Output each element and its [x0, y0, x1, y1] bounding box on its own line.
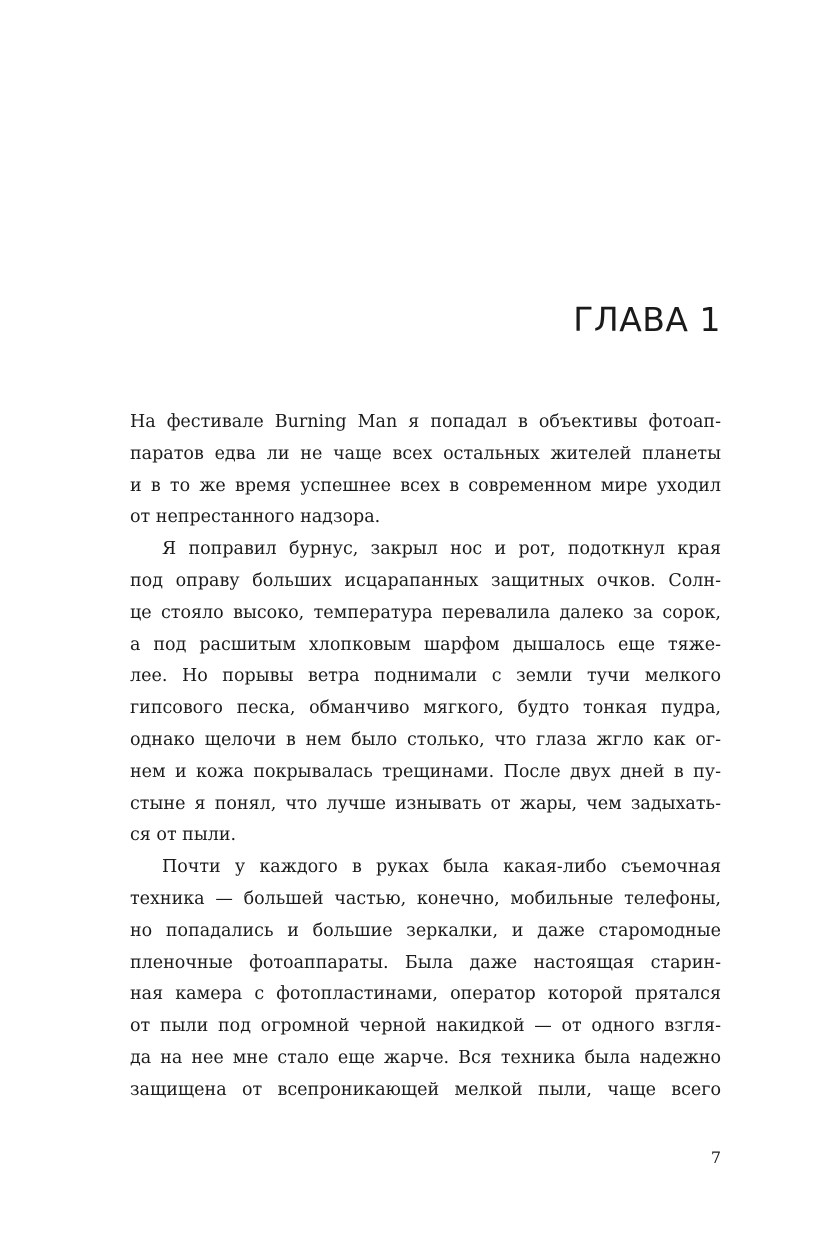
text-line: техника — большей частью, конечно, мобильные телефоны, [130, 888, 721, 909]
text-line: це стояло высоко, температура перевалила далеко за сорок, [130, 602, 721, 623]
paragraph-3 [130, 852, 721, 1106]
text-line: однако щелочи в нем было столько, что глаза жгло как ог- [130, 729, 721, 750]
text-line: ся от пыли. [130, 825, 237, 846]
text-line: от пыли под огромной черной накидкой — от одного взгля- [130, 1016, 721, 1037]
text-line: гипсового песка, обманчиво мягкого, будто тонкая пудра, [130, 698, 721, 719]
chapter-title: ГЛАВА 1 [573, 300, 721, 339]
text-line: стыне я понял, что лучше изнывать от жары, чем задыхать- [130, 793, 721, 814]
body-text [130, 407, 721, 1107]
text-line: да на нее мне стало еще жарче. Вся техника была надежно [130, 1047, 721, 1068]
text-line: лее. Но порывы ветра поднимали с земли тучи мелкого [130, 666, 721, 687]
text-line: и в то же время успешнее всех в современном мире уходил [130, 475, 721, 496]
text-line: под оправу больших исцарапанных защитных очков. Солн- [130, 570, 721, 591]
page-number: 7 [710, 1148, 721, 1167]
text-line: паратов едва ли не чаще всех остальных жителей планеты [130, 443, 721, 464]
paragraph-1 [130, 407, 721, 534]
text-line: ная камера с фотопластинами, оператор которой прятался [130, 984, 721, 1005]
text-line: от непрестанного надзора. [130, 507, 381, 528]
text-line: Я поправил бурнус, закрыл нос и рот, подоткнул края [162, 539, 721, 560]
paragraph-2 [130, 534, 721, 852]
text-line: а под расшитым хлопковым шарфом дышалось еще тяже- [130, 634, 721, 655]
text-line: Почти у каждого в руках была какая-либо съемочная [162, 857, 721, 878]
text-line: но попадались и большие зеркалки, и даже старомодные [130, 920, 721, 941]
text-line: нем и кожа покрывалась трещинами. После двух дней в пу- [130, 761, 721, 782]
text-line: На фестивале Burning Man я попадал в объективы фотоап- [130, 412, 721, 432]
text-line: пленочные фотоаппараты. Была даже настоящая старин- [130, 952, 721, 973]
text-line: защищена от всепроникающей мелкой пыли, чаще всего [130, 1079, 721, 1100]
